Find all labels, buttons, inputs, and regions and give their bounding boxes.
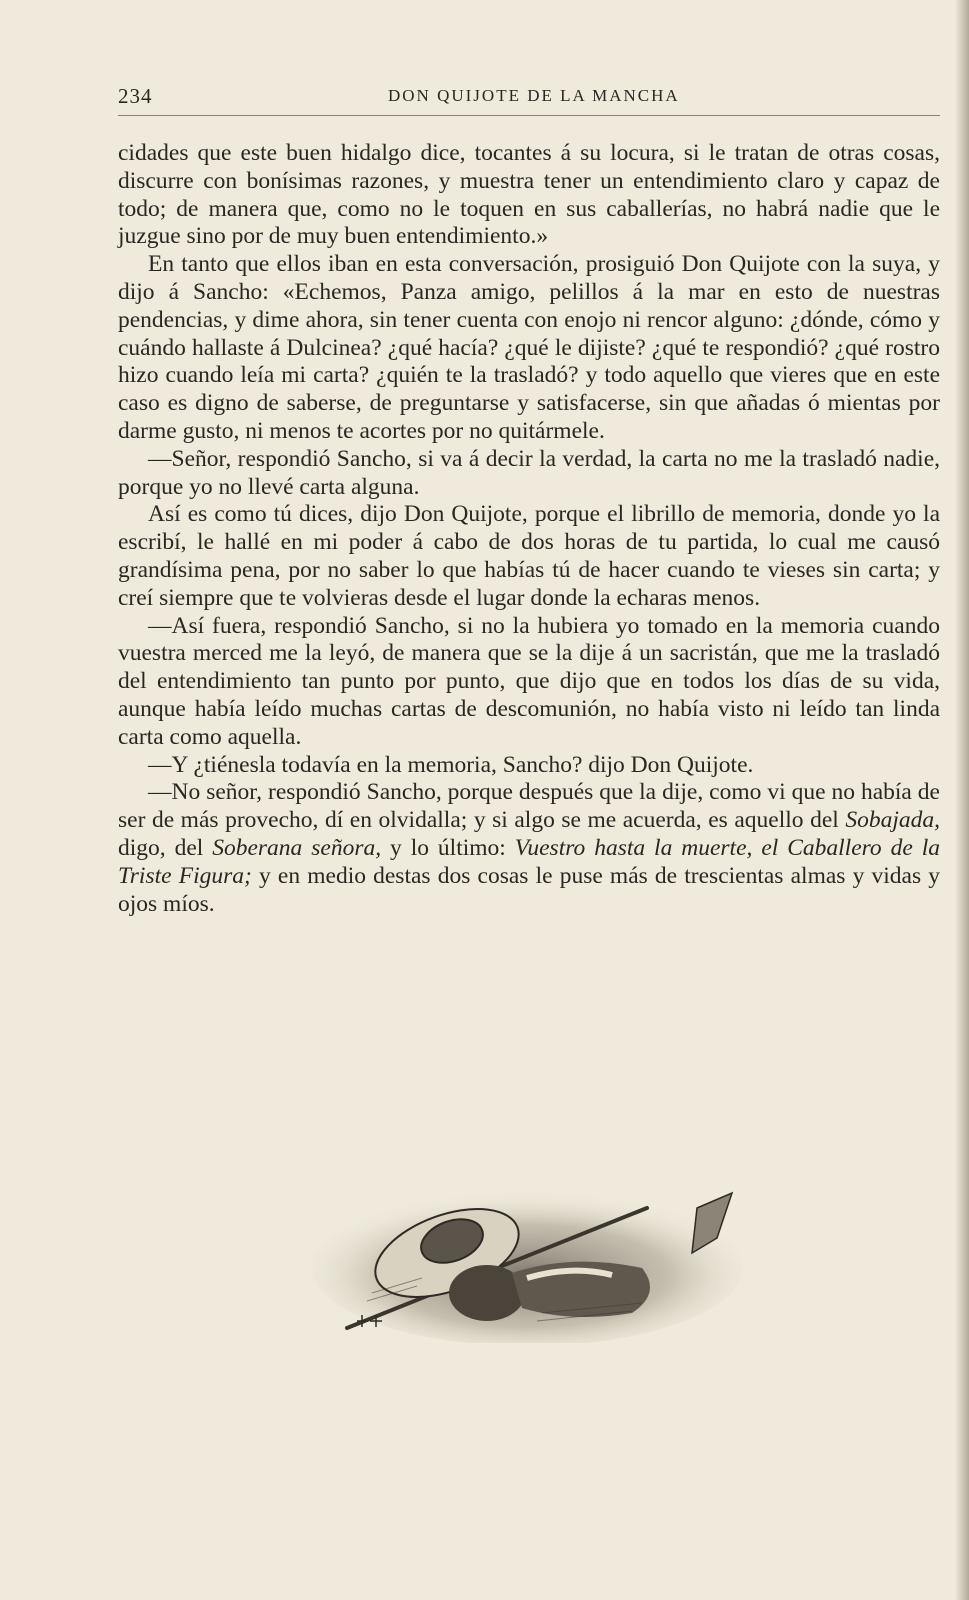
text-run: digo, del: [118, 834, 213, 861]
page-header: [118, 84, 928, 114]
page-number: 234: [118, 84, 153, 108]
header-rule: [118, 115, 940, 116]
paragraph: —Así fuera, respondió Sancho, si no la hubiera yo tomado en la memoria cuando vuestra merced me la leyó, de manera que se la dije á un sacristán, que me la trasladó del entendimiento tan punto por punto, que dijo que en todos los días de su vida, aunque había leído muchas cartas de descomunión, no había visto ni leído tan linda carta como aquella.: [118, 612, 940, 750]
text-run: —No señor, respondió Sancho, porque después que la dije, como vi que no había de ser de más provecho, dí en olvidalla; y si algo se me acuerda, es aquello del: [118, 779, 940, 834]
paragraph: En tanto que ellos iban en esta conversación, prosiguió Don Quijote con la suya, y dijo á Sancho: «Echemos, Panza amigo, pelillos á la mar en esto de nuestras pendencias, y dime ahora, sin tener cuenta con enojo ni rencor alguno: ¿dónde, cómo y cuándo hallaste á Dulcinea? ¿qué hacía? ¿qué le dijiste? ¿qué te respondió? ¿qué rostro hizo cuando leía mi carta? ¿quién te la trasladó? y todo aquello que vieres que en este caso es digno de saberse, de preguntarse y satisfacerse, sin que añadas ó mientas por darme gusto, ni menos te acortes por no quitármele.: [118, 251, 940, 444]
paragraph: —Señor, respondió Sancho, si va á decir la verdad, la carta no me la trasladó nadie, porque yo no llevé carta alguna.: [118, 445, 940, 500]
body-text: [118, 140, 940, 918]
italic-run: Sobajada,: [845, 807, 940, 834]
italic-run: Vuestro hasta la muerte, el Caballero de la Triste Figura;: [118, 834, 940, 889]
paragraph: Así es como tú dices, dijo Don Quijote, porque el librillo de memoria, donde yo la escribí, le hallé en mi poder á cabo de dos horas de tu partida, lo cual me causó grandísima pena, por no saber lo que habías tú de hacer cuando te vieses sin carta; y creí siempre que te volvieras desde el lugar donde la echaras menos.: [118, 501, 940, 611]
text-run: y en medio destas dos cosas le puse más de trescientas almas y vidas y ojos míos.: [118, 862, 940, 917]
paragraph: [118, 779, 940, 918]
engraving-vignette-icon: [312, 1183, 742, 1343]
page-edge-shadow: [955, 0, 969, 1600]
paragraph: —Y ¿tiénesla todavía en la memoria, Sancho? dijo Don Quijote.: [148, 751, 754, 778]
paragraph: cidades que este buen hidalgo dice, tocantes á su locura, si le tratan de otras cosas, discurre con bonísimas razones, y muestra tener un entendimiento claro y capaz de todo; de manera que, como no le toquen en sus caballerías, no habrá nadie que le juzgue sino por de muy buen entendimiento.»: [118, 140, 940, 250]
running-title: DON QUIJOTE DE LA MANCHA: [388, 86, 680, 105]
italic-run: Soberana señora,: [212, 834, 382, 861]
text-run: y lo último:: [381, 834, 515, 861]
